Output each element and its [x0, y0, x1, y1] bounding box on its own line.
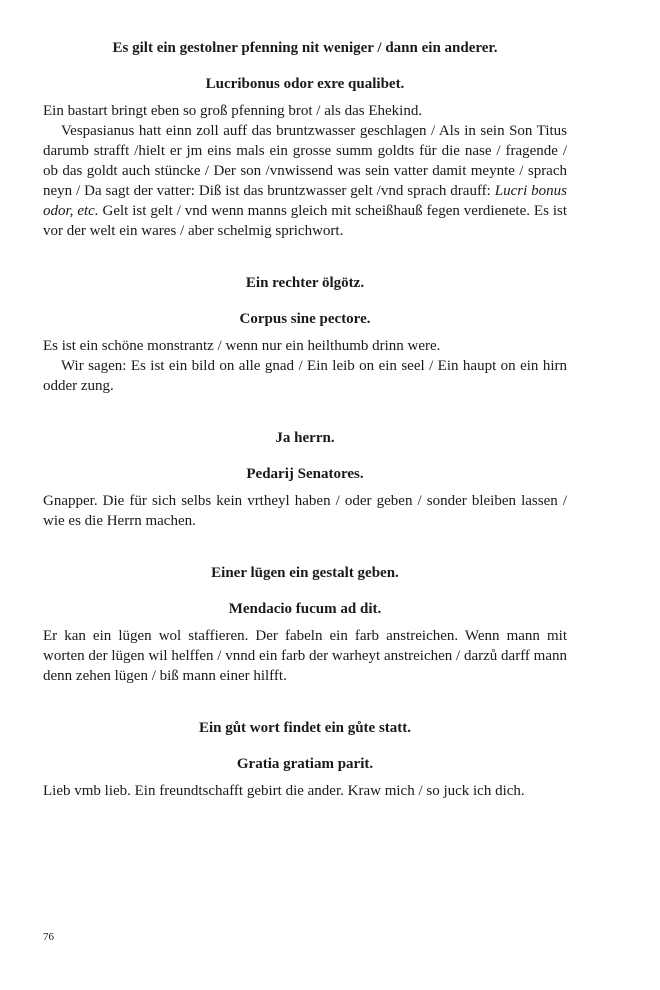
- paragraph-text: Vespasianus hatt einn zoll auff das bruntzwasser geschlagen / Als in sein Son Titus darumb strafft /hielt er jm eins mals ein grosse summ goldts für die nase / fragende / ob das goldt auch stüncke / Der son /vnwissend was sein vatter damit meynte / sprach neyn / Da sagt der vatter: Diß ist das bruntzwasser gelt /vnd sprach drauff:: [43, 123, 567, 199]
- page-number: 76: [43, 931, 54, 943]
- latin-subheading: Pedarij Senatores.: [246, 466, 364, 482]
- latin-quote: Lucri bonus odor, etc.: [43, 183, 567, 219]
- paragraph: Wir sagen: Es ist ein bild on alle gnad / Ein leib on ein seel / Ein haupt on ein hirn odder zung.: [43, 358, 567, 394]
- proverb-heading: Einer lügen ein gestalt geben.: [211, 565, 399, 581]
- paragraph: Gnapper. Die für sich selbs kein vrtheyl haben / oder geben / sonder bleiben lassen / wie es die Herrn machen.: [43, 493, 567, 529]
- proverb-entry: [43, 718, 567, 801]
- paragraph: Ein bastart bringt eben so groß pfenning brot / als das Ehekind.: [43, 103, 423, 119]
- proverb-entry: [43, 273, 567, 396]
- proverb-heading: Ein rechter ölgötz.: [245, 275, 365, 291]
- latin-subheading: Mendacio fucum ad dit.: [228, 601, 382, 617]
- proverb-entry: [43, 428, 567, 531]
- paragraph: [43, 121, 567, 241]
- paragraph: Es ist ein schöne monstrantz / wenn nur ein heilthumb drinn were.: [43, 338, 441, 354]
- proverb-entry: [43, 563, 567, 686]
- paragraph: Lieb vmb lieb. Ein freundtschafft gebirt die ander. Kraw mich / so juck ich dich.: [43, 783, 525, 799]
- paragraph: Er kan ein lügen wol staffieren. Der fabeln ein farb anstreichen. Wenn mann mit worten der lügen wil helffen / vnnd ein farb der warheyt anstreichen / darzů darff mann denn zehen lügen / biß mann einer hilfft.: [43, 628, 567, 684]
- page-body: [43, 38, 567, 833]
- paragraph-text: Gelt ist gelt / vnd wenn manns gleich mit scheißhauß fegen verdienete. Es ist vor der welt ein wares / aber schelmig sprichwort.: [43, 203, 567, 239]
- proverb-heading: Ja herrn.: [275, 430, 335, 446]
- proverb-heading: Ein gůt wort findet ein gůte statt.: [198, 720, 412, 736]
- latin-subheading: Lucribonus odor exre qualibet.: [205, 76, 405, 92]
- latin-subheading: Gratia gratiam parit.: [236, 756, 374, 772]
- proverb-entry: [43, 38, 567, 241]
- proverb-heading: Es gilt ein gestolner pfenning nit weniger / dann ein anderer.: [112, 40, 498, 56]
- latin-subheading: Corpus sine pectore.: [239, 311, 371, 327]
